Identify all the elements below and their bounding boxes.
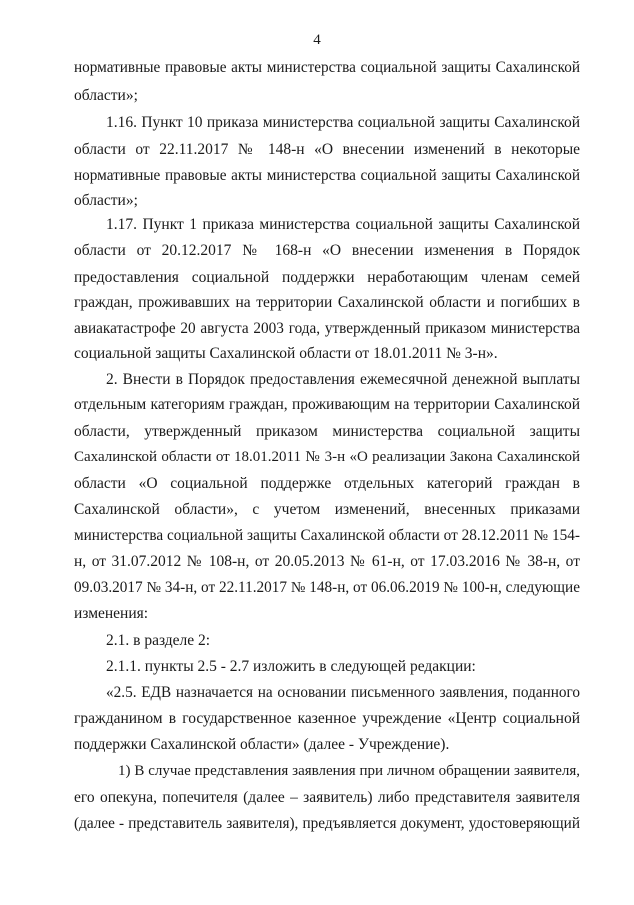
text-line: области, утвержденный приказом министерства социальной защиты <box>74 423 580 440</box>
text-line: области от 22.11.2017 № 148-н «О внесении изменений в некоторые <box>74 141 580 158</box>
text-line: 1.16. Пункт 10 приказа министерства социальной защиты Сахалинской <box>106 114 580 131</box>
text-line: социальной защиты Сахалинской области от 18.01.2011 № 3-н». <box>74 345 498 362</box>
text-line: 09.03.2017 № 34-н, от 22.11.2017 № 148-н, от 06.06.2019 № 100-н, следующие <box>74 579 580 596</box>
text-line: нормативные правовые акты министерства социальной защиты Сахалинской <box>74 167 580 184</box>
text-line: поддержки Сахалинской области» (далее - Учреждение). <box>74 736 450 753</box>
text-line: 2.1.1. пункты 2.5 - 2.7 изложить в следующей редакции: <box>106 658 476 675</box>
text-line: предоставления социальной поддержки неработающим членам семей <box>74 269 580 286</box>
text-line: отдельным категориям граждан, проживающим на территории Сахалинской <box>74 396 580 413</box>
text-line: 1.17. Пункт 1 приказа министерства социальной защиты Сахалинской <box>106 216 580 233</box>
text-line: Сахалинской области», с учетом изменений, внесенных приказами <box>74 501 580 518</box>
text-line: граждан, проживавших на территории Сахалинской области и погибших в <box>74 294 580 311</box>
text-line: (далее - представитель заявителя), предъявляется документ, удостоверяющий <box>74 815 580 832</box>
text-line: 2. Внести в Порядок предоставления ежемесячной денежной выплаты <box>106 371 580 388</box>
text-line: н, от 31.07.2012 № 108-н, от 20.05.2013 № 61-н, от 17.03.2016 № 38-н, от <box>74 553 580 570</box>
text-line: 2.1. в разделе 2: <box>106 632 211 649</box>
text-line: «2.5. ЕДВ назначается на основании письменного заявления, поданного <box>106 684 580 701</box>
text-line: Сахалинской области от 18.01.2011 № 3-н «О реализации Закона Сахалинской <box>74 449 580 465</box>
text-line: области»; <box>74 192 138 209</box>
text-line: изменения: <box>74 605 149 622</box>
text-line: области «О социальной поддержке отдельных категорий граждан в <box>74 475 580 492</box>
page-number: 4 <box>313 32 321 48</box>
text-line: области от 20.12.2017 № 168-н «О внесении изменения в Порядок <box>74 242 580 259</box>
text-line: авиакатастрофе 20 августа 2003 года, утвержденный приказом министерства <box>74 320 580 337</box>
text-line: гражданином в государственное казенное учреждение «Центр социальной <box>74 710 580 727</box>
text-line: его опекуна, попечителя (далее – заявитель) либо представителя заявителя <box>74 789 580 806</box>
text-line: 1) В случае представления заявления при личном обращении заявителя, <box>118 763 580 779</box>
text-line: министерства социальной защиты Сахалинской области от 28.12.2011 № 154- <box>74 527 580 544</box>
text-line: нормативные правовые акты министерства социальной защиты Сахалинской <box>74 59 580 76</box>
text-line: области»; <box>74 87 138 104</box>
